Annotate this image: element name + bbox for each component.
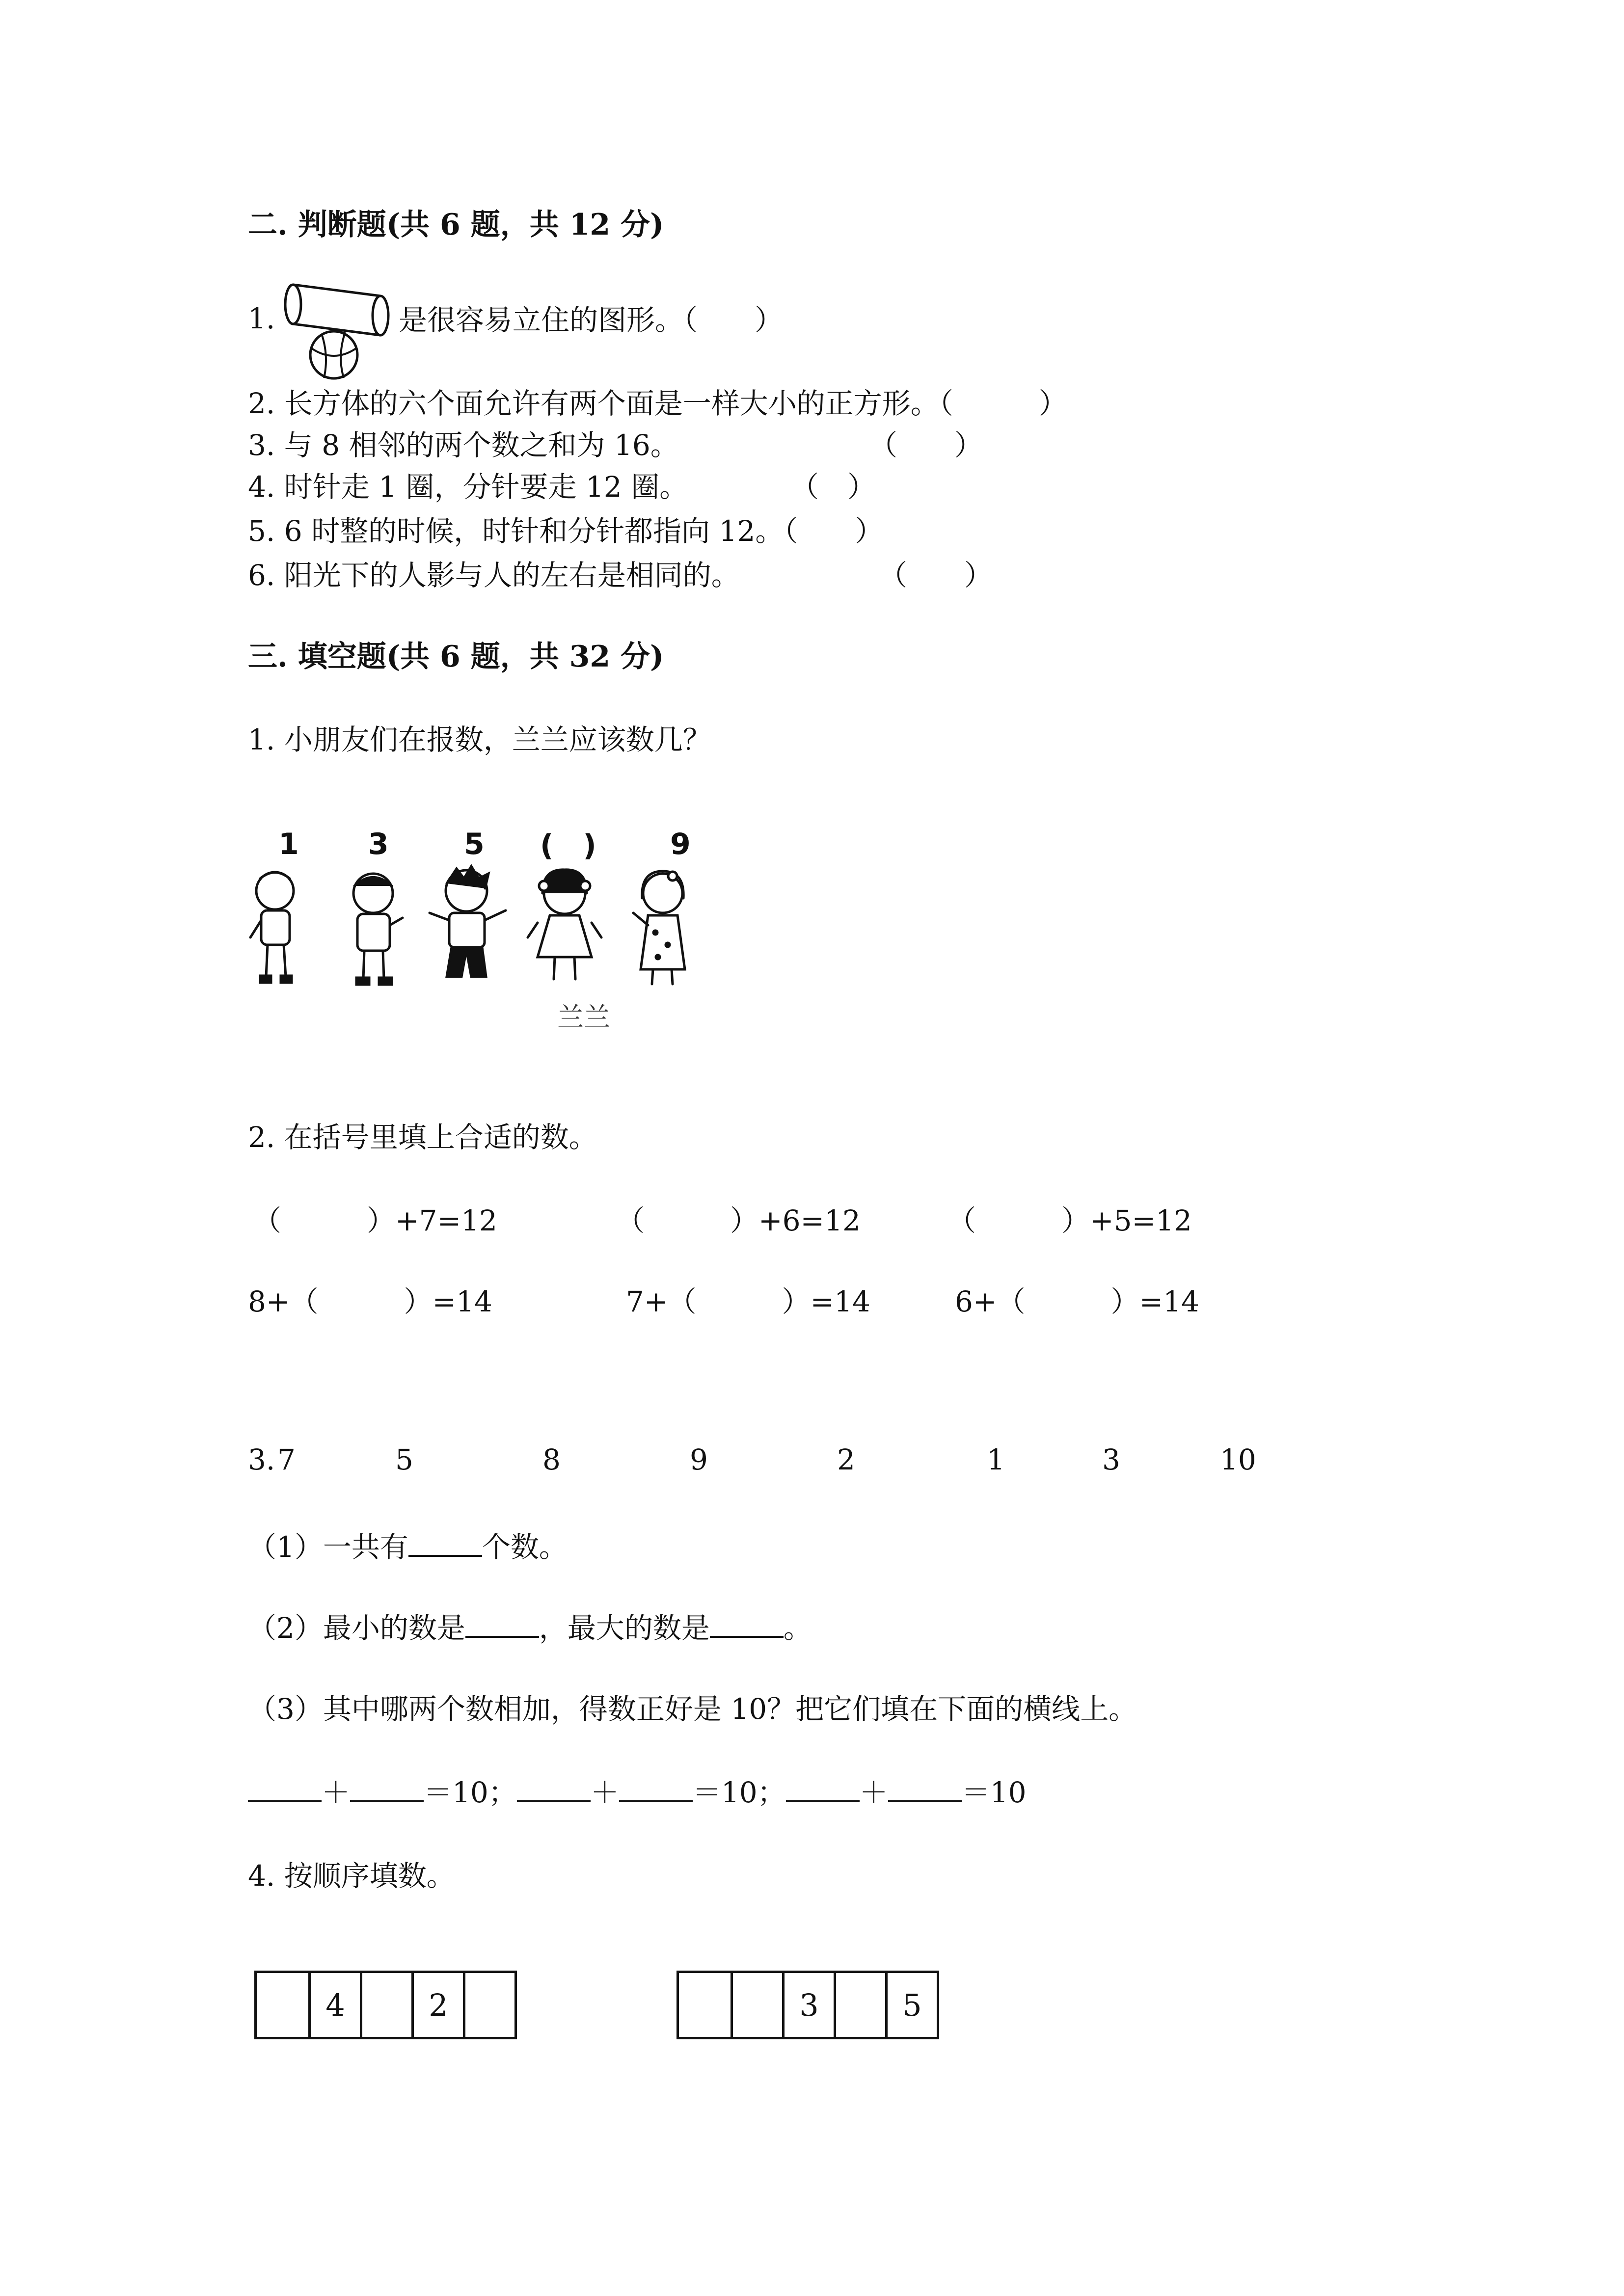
grid-cell: 2: [414, 1971, 465, 2039]
q3-number: 8: [542, 1443, 561, 1476]
equals-ten: ＝10: [961, 1776, 1027, 1809]
answer-blank[interactable]: [408, 1529, 482, 1557]
q2-eq-5: 7+（ ）=14: [626, 1285, 870, 1318]
grid-cell: 5: [888, 1971, 939, 2039]
answer-blank[interactable]: [517, 1775, 591, 1802]
q3-sub-1-suffix: 个数。: [482, 1530, 568, 1564]
q3-sub-1: [248, 1524, 568, 1565]
q3-number: 5: [395, 1443, 413, 1476]
counting-kids-illustration: [241, 864, 736, 991]
grid-cell[interactable]: [679, 1971, 733, 2039]
q2-eq-4: 8+（ ）=14: [248, 1285, 492, 1318]
plus-sign: ＋: [859, 1776, 888, 1809]
section-2-title: 二. 判断题(共 6 题，共 12 分): [248, 208, 664, 242]
q3-sub-3: （3）其中哪两个数相加，得数正好是 10？把它们填在下面的横线上。: [248, 1692, 1137, 1726]
kid-number-1: 1: [278, 827, 299, 861]
answer-blank[interactable]: [465, 1610, 539, 1638]
grid-cell[interactable]: [257, 1971, 311, 2039]
fill-q2: 2. 在括号里填上合适的数。: [248, 1121, 597, 1154]
judge-q4-paren: （ ）: [790, 470, 876, 504]
q3-number: 1: [987, 1443, 1005, 1476]
sequence-grid-2: [677, 1971, 939, 2039]
kid-number-3: 5: [464, 827, 485, 861]
grid-cell[interactable]: [362, 1971, 414, 2039]
grid-cell: 4: [311, 1971, 362, 2039]
q3-number: 9: [690, 1443, 708, 1476]
answer-blank[interactable]: [888, 1775, 962, 1802]
answer-blank[interactable]: [350, 1775, 424, 1802]
judge-q1-number: 1.: [248, 302, 275, 335]
fill-q1: 1. 小朋友们在报数，兰兰应该数几？: [248, 723, 711, 756]
judge-q4: 4. 时针走 1 圈，分针要走 12 圈。: [248, 470, 688, 504]
answer-blank[interactable]: [786, 1775, 860, 1802]
cylinder-on-ball-figure: [282, 277, 393, 380]
equals-ten: ＝10；: [692, 1776, 786, 1809]
kid-2-figure: [353, 874, 403, 985]
grid-cell[interactable]: [733, 1971, 785, 2039]
kid-1-figure: [250, 872, 294, 983]
lanlan-caption: 兰兰: [557, 1002, 610, 1033]
q3-number: 10: [1220, 1443, 1256, 1476]
q3-number: 2: [837, 1443, 855, 1476]
q3-sub-2-middle: ，最大的数是: [539, 1611, 710, 1645]
q2-eq-3: （ ）+5=12: [947, 1204, 1192, 1237]
judge-q5: 5. 6 时整的时候，时针和分针都指向 12。（ ）: [248, 514, 884, 548]
answer-blank[interactable]: [619, 1775, 693, 1802]
q2-eq-6: 6+（ ）=14: [955, 1285, 1199, 1318]
kid-4-lanlan-figure: [528, 870, 601, 979]
q3-sub-2-suffix: 。: [783, 1611, 812, 1645]
section-3-title: 三. 填空题(共 6 题，共 32 分): [248, 640, 664, 674]
equals-ten: ＝10；: [424, 1776, 517, 1809]
q3-sub-1-prefix: （1）一共有: [248, 1530, 408, 1564]
plus-sign: ＋: [322, 1776, 351, 1809]
kid-3-figure: [430, 866, 506, 977]
fill-q3-label: 3.: [248, 1443, 275, 1476]
q3-sum-equations: [248, 1769, 1026, 1811]
kid-number-2: 3: [368, 827, 389, 861]
judge-q3: 3. 与 8 相邻的两个数之和为 16。: [248, 428, 679, 462]
grid-cell: 3: [785, 1971, 836, 2039]
kid-5-figure: [633, 871, 685, 984]
q3-number: 7: [277, 1443, 296, 1476]
fill-q4: 4. 按顺序填数。: [248, 1859, 455, 1893]
q3-number: 3: [1102, 1443, 1120, 1476]
q2-eq-1: （ ）+7=12: [253, 1204, 497, 1237]
sequence-grid-1: [254, 1971, 517, 2039]
answer-blank[interactable]: [248, 1775, 322, 1802]
q3-sub-2-prefix: （2）最小的数是: [248, 1611, 465, 1645]
judge-q1-text: 是很容易立住的图形。（ ）: [399, 303, 784, 337]
judge-q6-paren: （ ）: [879, 559, 993, 592]
plus-sign: ＋: [590, 1776, 619, 1809]
grid-cell[interactable]: [836, 1971, 888, 2039]
q2-eq-2: （ ）+6=12: [616, 1204, 861, 1237]
q3-sub-2: [248, 1605, 812, 1646]
answer-blank[interactable]: [710, 1610, 784, 1638]
judge-q3-paren: （ ）: [869, 428, 983, 462]
kid-number-5: 9: [670, 827, 691, 861]
judge-q6: 6. 阳光下的人影与人的左右是相同的。: [248, 559, 740, 592]
judge-q2: 2. 长方体的六个面允许有两个面是一样大小的正方形。（ ）: [248, 387, 1067, 420]
kid-number-4: ( ): [540, 828, 596, 863]
grid-cell[interactable]: [465, 1971, 517, 2039]
